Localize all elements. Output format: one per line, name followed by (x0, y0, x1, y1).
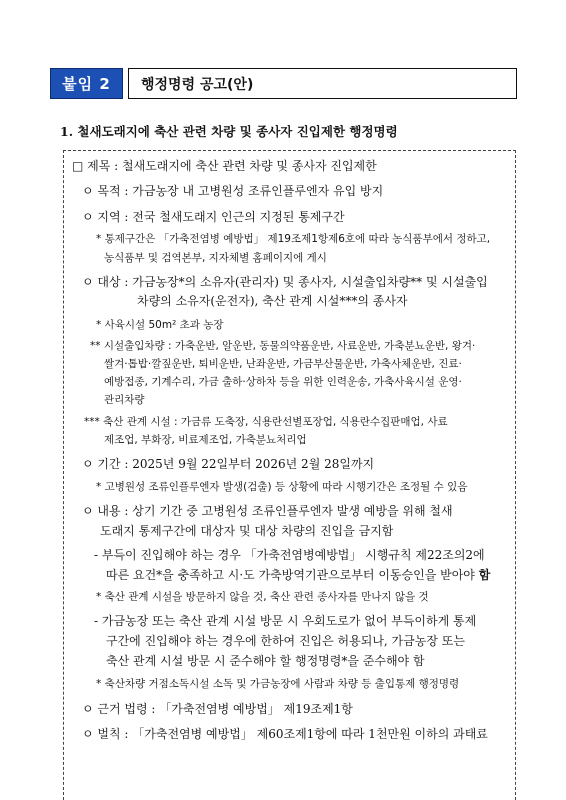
dash-item-1: - 부득이 진입해야 하는 경우 「가축전염병예방법」 시행규칙 제22조의2에 (94, 548, 485, 562)
region-line: ㅇ 지역 : 전국 철새도래지 인근의 지정된 통제구간 (82, 210, 345, 224)
notice-heading: □ 제목 : 철새도래지에 축산 관련 차량 및 종사자 진입제한 (72, 159, 377, 173)
region-note: * 통제구간은 「가축전염병 예방법」 제19조제1항제6호에 따라 농식품부에서 정하고, (96, 233, 491, 245)
target-line: ㅇ 대상 : 가금농장*의 소유자(관리자) 및 종사자, 시설출입차량** 및 시설출입 (82, 275, 488, 289)
target-footnote-2-cont: 관리차량 (104, 394, 145, 406)
attachment-header (50, 68, 517, 99)
target-footnote-2-cont: 쌀겨·톱밥·깔짚운반, 퇴비운반, 난좌운반, 가금부산물운반, 가축사체운반, 진료· (104, 358, 462, 370)
target-footnote-3: *** 축산 관계 시설 : 가금류 도축장, 식용란선별포장업, 식용란수집판매업, 사료 (84, 416, 448, 428)
content-line: ㅇ 내용 : 상기 기간 중 고병원성 조류인플루엔자 발생 예방을 위해 철새 (82, 504, 453, 518)
document-title: 행정명령 공고(안) (128, 68, 517, 99)
dash-item-2: - 가금농장 또는 축산 관계 시설 방문 시 우회도로가 없어 부득이하게 통제 (94, 614, 477, 628)
notice-box (63, 150, 516, 800)
target-footnote-1: * 사육시설 50m² 초과 농장 (96, 319, 224, 331)
target-footnote-3-cont: 제조업, 부화장, 비료제조업, 가축분뇨처리업 (104, 434, 307, 446)
section-title: 1. 철새도래지에 축산 관련 차량 및 종사자 진입제한 행정명령 (60, 124, 398, 139)
dash-item-2-cont: 축산 관계 시설 방문 시 준수해야 할 행정명령*을 준수해야 함 (106, 654, 425, 668)
region-note-cont: 농식품부 및 검역본부, 지자체별 홈페이지에 게시 (104, 252, 327, 264)
attachment-badge: 붙임 2 (50, 68, 123, 99)
dash-item-2-note: * 축산차량 거점소독시설 소독 및 가금농장에 사람과 차량 등 출입통제 행정명령 (96, 678, 460, 690)
law-line: ㅇ 근거 법령 : 「가축전염병 예방법」 제19조제1항 (82, 702, 353, 716)
penalty-line: ㅇ 벌칙 : 「가축전염병 예방법」 제60조제1항에 따라 1천만원 이하의 과태료 (82, 727, 488, 741)
target-footnote-2: ** 시설출입차량 : 가축운반, 알운반, 동물의약품운반, 사료운반, 가축분뇨운반, 왕겨· (90, 340, 476, 352)
target-line-cont: 차량의 소유자(운전자), 축산 관계 시설***의 종사자 (137, 294, 408, 308)
content-line-cont: 도래지 통제구간에 대상자 및 대상 차량의 진입을 금지함 (100, 524, 394, 538)
dash-item-2-cont: 구간에 진입해야 하는 경우에 한하여 진입은 허용되나, 가금농장 또는 (106, 634, 465, 648)
dash-item-1-note: * 축산 관계 시설을 방문하지 않을 것, 축산 관련 종사자를 만나지 않을 것 (96, 591, 429, 603)
purpose-line: ㅇ 목적 : 가금농장 내 고병원성 조류인플루엔자 유입 방지 (82, 184, 384, 198)
dash-item-1-cont: 따른 요건*을 충족하고 시·도 가축방역기관으로부터 이동승인을 받아야 함 (106, 568, 491, 582)
target-footnote-2-cont: 예방접종, 기계수리, 가금 출하·상하차 등을 위한 인력운송, 가축사육시설 운영· (104, 376, 462, 388)
period-line: ㅇ 기간 : 2025년 9월 22일부터 2026년 2월 28일까지 (82, 457, 375, 471)
period-note: * 고병원성 조류인플루엔자 발생(검출) 등 상황에 따라 시행기간은 조정될 수 있음 (96, 481, 468, 493)
